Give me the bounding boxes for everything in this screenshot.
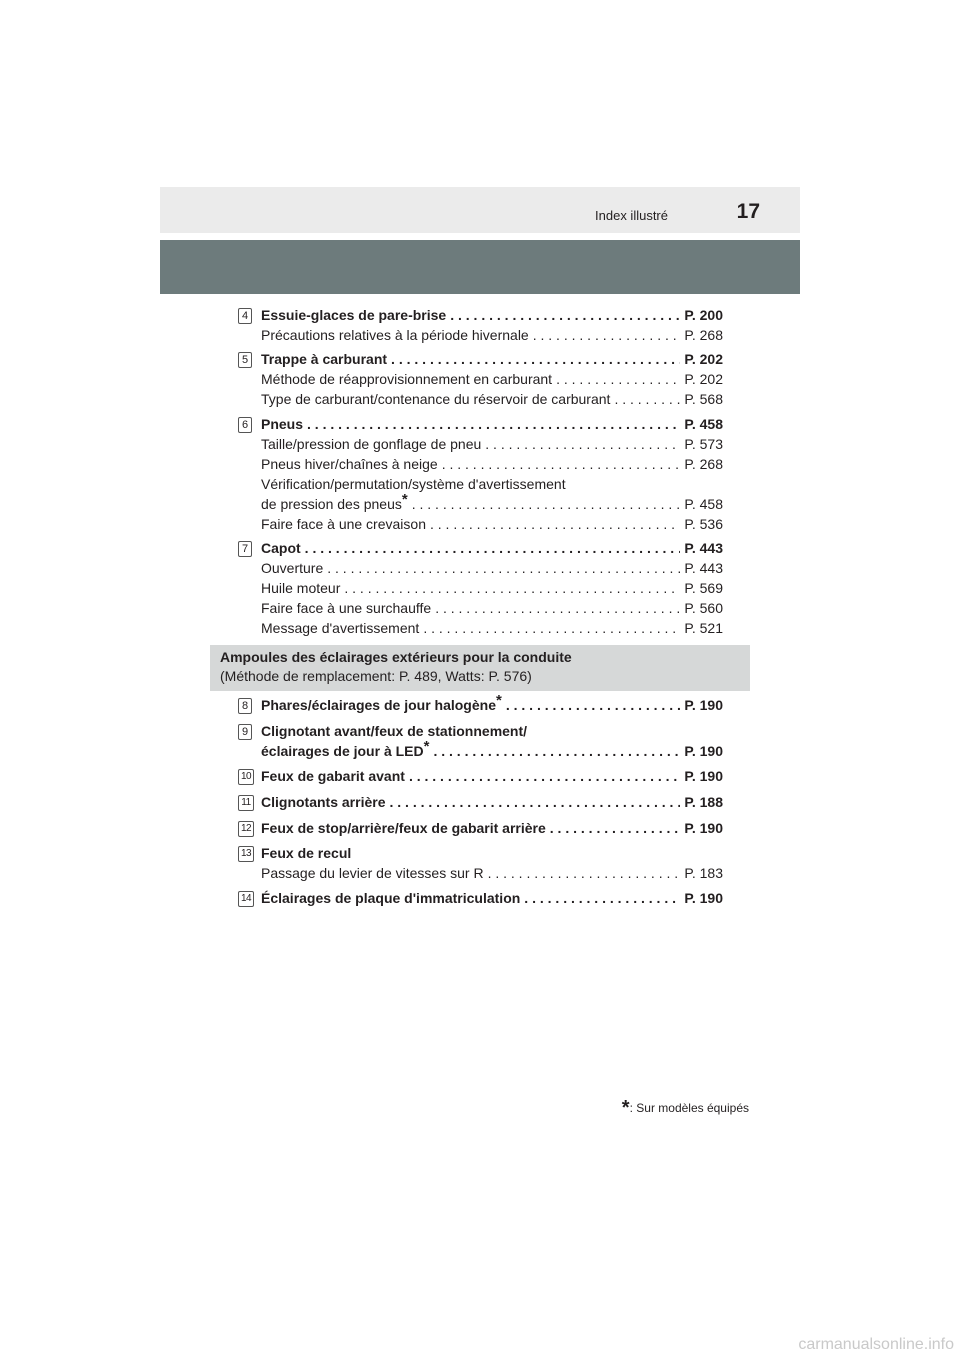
index-entry-6 [238,416,723,536]
index-entry-4 [238,307,723,347]
entry-sub-line[interactable]: Ouverture . . . P. 443 [261,560,723,580]
section-title: Index illustré [595,208,668,223]
index-entry-9 [238,723,723,763]
entry-sub-line[interactable]: Type de carburant/contenance du réservoir de carburant . . . P. 568 [261,391,723,411]
callout-number: 11 [238,795,254,811]
entry-sub-line[interactable]: Précautions relatives à la période hivernale . . . P. 268 [261,327,723,347]
entry-main-line[interactable]: Feux de stop/arrière/feux de gabarit arrière . . . P. 190 [261,820,723,840]
page-number: 17 [736,200,760,223]
entry-main-line[interactable]: Capot . . . P. 443 [261,540,723,560]
entry-main-line[interactable]: Clignotants arrière . . . P. 188 [261,794,723,814]
entry-main-line[interactable]: Pneus . . . P. 458 [261,416,723,436]
index-entry-7 [238,540,723,640]
callout-number: 13 [238,846,254,862]
entry-main-line[interactable]: Phares/éclairages de jour halogène* . . . P. 190 [261,697,723,717]
entry-main-line[interactable]: Essuie-glaces de pare-brise . . . P. 200 [261,307,723,327]
entry-main-line[interactable]: Trappe à carburant . . . P. 202 [261,351,723,371]
index-entry-5 [238,351,723,411]
callout-number: 4 [238,308,252,324]
entry-main-line[interactable]: Éclairages de plaque d'immatriculation . . . P. 190 [261,890,723,910]
callout-number: 8 [238,698,252,714]
entry-sub-line[interactable]: Faire face à une crevaison . . . P. 536 [261,516,723,536]
entry-sub-line[interactable]: de pression des pneus* . . . P. 458 [261,496,723,516]
callout-number: 5 [238,352,252,368]
footnote-star: * [496,692,502,709]
callout-number: 7 [238,541,252,557]
entry-main-line[interactable]: Feux de recul [261,845,352,861]
index-entry-13 [238,845,723,885]
header-banner [160,240,800,294]
index-entry-14 [238,890,723,910]
footnote-star: * [621,1097,630,1119]
entry-sub-line[interactable]: Taille/pression de gonflage de pneu . . . P. 573 [261,436,723,456]
entry-sub-line[interactable]: Message d'avertissement . . . P. 521 [261,620,723,640]
callout-number: 14 [238,891,254,907]
entry-sub-line[interactable]: Faire face à une surchauffe . . . P. 560 [261,600,723,620]
index-entry-11 [238,794,723,814]
entry-sub-line[interactable]: Pneus hiver/chaînes à neige . . . P. 268 [261,456,723,476]
footnote-star: * [423,738,430,755]
entry-main-line[interactable]: Clignotant avant/feux de stationnement/ [261,723,528,739]
entry-sub-line[interactable]: Huile moteur . . . P. 569 [261,580,723,600]
watermark: carmanualsonline.info [798,1336,954,1353]
entry-sub-line[interactable]: Vérification/permutation/système d'avertissement [261,476,566,492]
footnote-star: * [401,491,408,508]
header-bar [160,187,800,233]
footnote [622,1097,749,1120]
callout-number: 10 [238,769,254,785]
entry-sub-line[interactable]: Méthode de réapprovisionnement en carburant . . . P. 202 [261,371,723,391]
entry-sub-line[interactable]: Passage du levier de vitesses sur R . . . P. 183 [261,865,723,885]
index-entry-12 [238,820,723,840]
entry-main-line[interactable]: Feux de gabarit avant . . . P. 190 [261,768,723,788]
band-subtitle: (Méthode de remplacement: P. 489, Watts: P. 576) [220,668,532,684]
footnote-text: : Sur modèles équipés [629,1101,749,1115]
callout-number: 9 [238,724,252,740]
entry-main-line[interactable]: éclairages de jour à LED* . . . P. 190 [261,743,723,763]
index-entry-10 [238,768,723,788]
callout-number: 6 [238,417,252,433]
index-entry-8 [238,692,723,717]
band-title: Ampoules des éclairages extérieurs pour la conduite [220,649,572,665]
callout-number: 12 [238,821,254,837]
